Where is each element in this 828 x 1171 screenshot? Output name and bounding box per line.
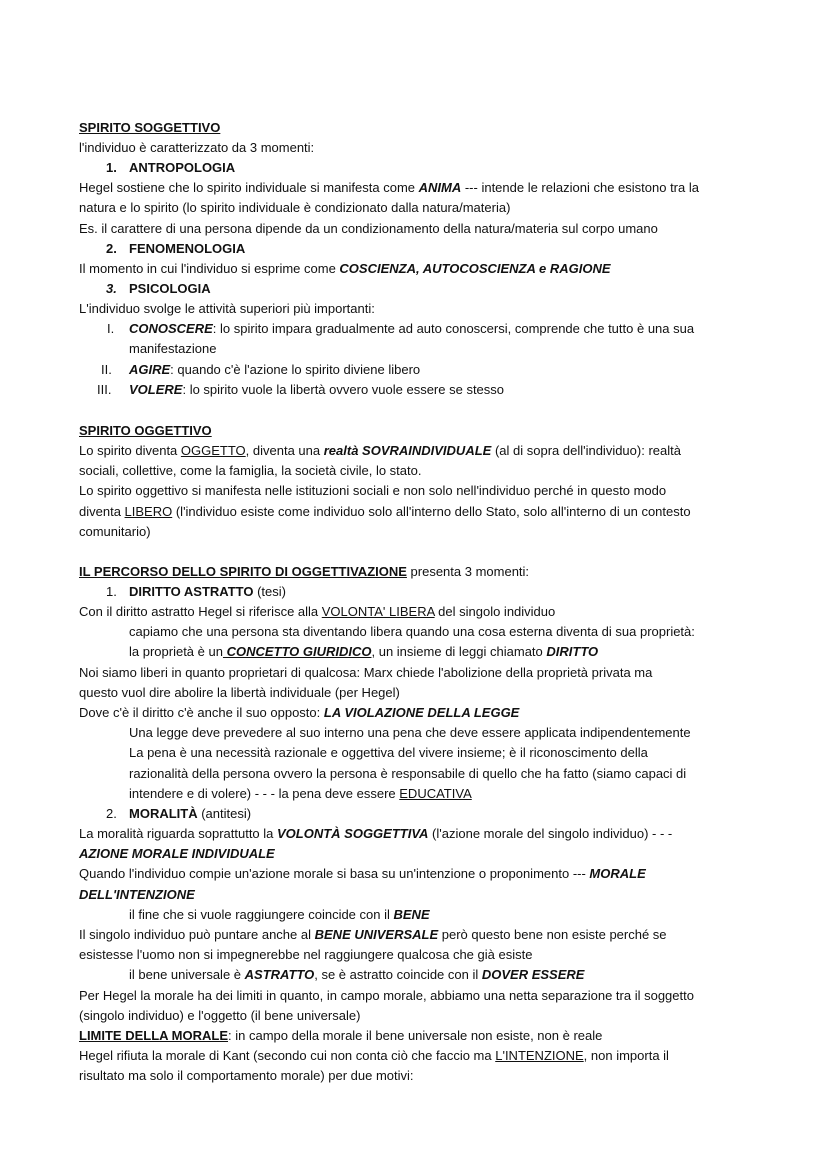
subheading-fenomenologia: FENOMENOLOGIA [129,241,246,256]
heading-spirito-soggettivo: SPIRITO SOGGETTIVO [79,120,221,135]
list-number: 2. [106,806,117,821]
text-line: Una legge deve prevedere al suo interno una pena che deve essere applicata indipendentemente [129,725,691,740]
text-line: diventa LIBERO (l'individuo esiste come individuo solo all'interno dello Stato, solo all'interno di un contesto [79,504,691,519]
text-line: VOLERE: lo spirito vuole la libertà ovvero vuole essere se stesso [129,382,505,397]
text-line: La moralità riguarda soprattutto la VOLONTÀ SOGGETTIVA (l'azione morale del singolo individuo) - - - [79,826,673,841]
text-line: questo vuol dire abolire la libertà individuale (per Hegel) [79,685,400,700]
subheading-diritto-astratto: DIRITTO ASTRATTO (tesi) [129,584,286,599]
text-line: Per Hegel la morale ha dei limiti in quanto, in campo morale, abbiamo una netta separazione tra il soggetto [79,988,694,1003]
heading-spirito-oggettivo: SPIRITO OGGETTIVO [79,423,212,438]
text-line: Con il diritto astratto Hegel si riferisce alla VOLONTA' LIBERA del singolo individuo [79,604,556,619]
subheading-moralita: MORALITÀ (antitesi) [129,806,252,821]
text-line: Quando l'individuo compie un'azione morale si basa su un'intenzione o proponimento --- MORALE [79,866,646,881]
text-line: LIMITE DELLA MORALE: in campo della morale il bene universale non esiste, non è reale [79,1028,603,1043]
text-line: Es. il carattere di una persona dipende da un condizionamento della natura/materia sul corpo umano [79,221,658,236]
text-line: intendere e di volere) - - - la pena deve essere EDUCATIVA [129,786,472,801]
text-line: comunitario) [79,524,151,539]
text-line: AZIONE MORALE INDIVIDUALE [79,846,275,861]
text-line: Noi siamo liberi in quanto proprietari di qualcosa: Marx chiede l'abolizione della proprietà privata ma [79,665,653,680]
list-roman-numeral: II. [101,362,112,377]
subheading-psicologia: PSICOLOGIA [129,281,211,296]
text-line: la proprietà è un CONCETTO GIURIDICO, un insieme di leggi chiamato DIRITTO [129,644,599,659]
text-line: l'individuo è caratterizzato da 3 momenti: [79,140,315,155]
text-line: sociali, collettive, come la famiglia, la società civile, lo stato. [79,463,422,478]
text-line: CONOSCERE: lo spirito impara gradualmente ad auto conoscersi, comprende che tutto è una sua [129,321,695,336]
text-line: risultato ma solo il comportamento morale) per due motivi: [79,1068,414,1083]
list-number: 1. [106,160,117,175]
text-line: Il singolo individuo può puntare anche al BENE UNIVERSALE però questo bene non esiste perché se [79,927,667,942]
text-line: il bene universale è ASTRATTO, se è astratto coincide con il DOVER ESSERE [129,967,585,982]
list-number: 3. [106,281,117,296]
text-line: esistesse l'uomo non si impegnerebbe nel raggiungere qualcosa che già esiste [79,947,533,962]
text-line: La pena è una necessità razionale e oggettiva del vivere insieme; è il riconoscimento della [129,745,648,760]
text-line: L'individuo svolge le attività superiori più importanti: [79,301,375,316]
subheading-antropologia: ANTROPOLOGIA [129,160,236,175]
list-roman-numeral: III. [97,382,112,397]
text-line: (singolo individuo) e l'oggetto (il bene universale) [79,1008,361,1023]
text-line: Hegel rifiuta la morale di Kant (secondo cui non conta ciò che faccio ma L'INTENZIONE, non importa il [79,1048,669,1063]
list-number: 1. [106,584,117,599]
text-line: natura e lo spirito (lo spirito individuale è condizionato dalla natura/materia) [79,200,511,215]
text-line: Lo spirito diventa OGGETTO, diventa una realtà SOVRAINDIVIDUALE (al di sopra dell'individuo): realtà [79,443,681,458]
text-line: razionalità della persona ovvero la persona è responsabile di quello che ha fatto (siamo capaci di [129,766,687,781]
text-line: DELL'INTENZIONE [79,887,195,902]
text-line: capiamo che una persona sta diventando libera quando una cosa esterna diventa di sua proprietà: [129,624,695,639]
text-line: AGIRE: quando c'è l'azione lo spirito diviene libero [129,362,421,377]
heading-percorso: IL PERCORSO DELLO SPIRITO DI OGGETTIVAZIONE presenta 3 momenti: [79,564,530,579]
text-line: Il momento in cui l'individuo si esprime come COSCIENZA, AUTOCOSCIENZA e RAGIONE [79,261,611,276]
text-line: Dove c'è il diritto c'è anche il suo opposto: LA VIOLAZIONE DELLA LEGGE [79,705,520,720]
list-number: 2. [106,241,117,256]
text-line: il fine che si vuole raggiungere coincide con il BENE [129,907,430,922]
text-line: Hegel sostiene che lo spirito individuale si manifesta come ANIMA --- intende le relazioni che esistono tra la [79,180,699,195]
text-line: Lo spirito oggettivo si manifesta nelle istituzioni sociali e non solo nell'individuo perché in questo modo [79,483,667,498]
text-line: manifestazione [129,341,217,356]
list-roman-numeral: I. [107,321,115,336]
